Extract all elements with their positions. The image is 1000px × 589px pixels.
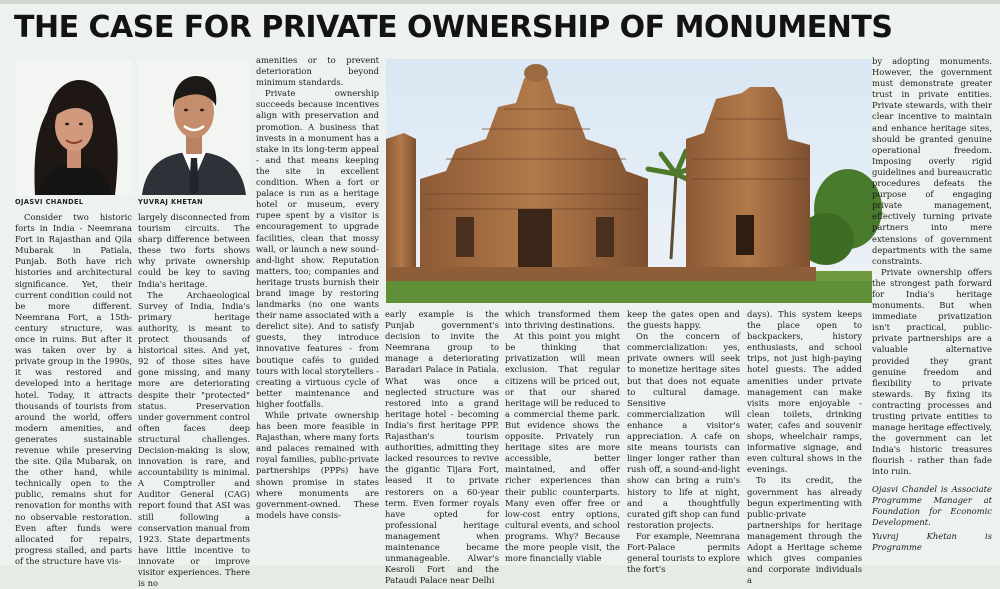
author-note: Ojasvi Chandel is Associate Programme Manager at Foundation for Economic Development. <box>872 483 992 527</box>
author-photo-ojasvi <box>15 60 132 195</box>
paragraph: While private ownership has been more feasible in Rajasthan, where many forts and palaces remained with royal families, public-private partnerships (PPPs) have shown promise in states where monuments are government-owned. These models have consis- <box>256 410 379 520</box>
paragraph: largely disconnected from tourism circuits. The sharp difference between these two forts shows why private ownership could be key to saving India's heritage. <box>138 212 250 289</box>
headline: THE CASE FOR PRIVATE OWNERSHIP OF MONUMENTS <box>14 10 893 45</box>
paragraph: Private ownership offers the strongest path forward for India's heritage monuments. But when immediate privatization isn't practical, public-private partnerships are a valuable alternative provided they grant genuine freedom and flexibility to private stewards. By fixing its contracting processes and trusting private entities to manage heritage effectively, the government can let India's historic treasures flourish - rather than fade into ruin. <box>872 266 992 477</box>
man-portrait-icon <box>138 60 250 195</box>
column-7 <box>747 309 862 586</box>
paragraph: On the concern of commercialization: yes, private owners will seek to monetize heritage sites but that does not equate to cultural damage. Sensitive commercialization will enhance a visitor's appreciation. A cafe on site means tourists can linger longer rather than rush off, a sound-and-light show can bring a ruin's history to life at night, and a thoughtfully curated gift shop can fund restoration projects. <box>627 331 740 530</box>
column-6 <box>627 309 740 575</box>
paragraph: For example, Neemrana Fort-Palace permits general tourists to explore the fort's <box>627 530 740 575</box>
woman-portrait-icon <box>15 60 132 195</box>
top-rule <box>0 0 1000 4</box>
byline-ojasvi: OJASVI CHANDEL <box>15 198 84 206</box>
author-note: Yuvraj Khetan is Programme <box>872 530 992 553</box>
paragraph: early example is the Punjab government's decision to invite the Neemrana group to manage a deteriorating Baradari Palace in Patiala. What was once a neglected structure was restored into a grand heritage hotel - becoming India's first heritage PPP. Rajasthan's tourism authorities, admitting they lacked resources to revive the gigantic Tijara Fort, leased it to private restorers on a 60-year term. Even former royals have opted for professional heritage management when maintenance became unmanageable. Alwar's Kesroli Fort and the Pataudi Palace near Delhi <box>385 309 499 586</box>
paragraph: by adopting monuments. However, the government must demonstrate greater trust in private entities. Private stewards, with their clear incentive to maintain and enhance heritage sites, should be granted genuine operational freedom. Imposing overly rigid guidelines and bureaucratic procedures defeats the purpose of engaging private management, effectively turning private partners into mere extensions of government departments with the same constraints. <box>872 56 992 266</box>
column-2 <box>138 212 250 589</box>
paragraph: To its credit, the government has already begun experimenting with public-private partnerships for heritage management through the Adopt a Heritage scheme which gives companies and corporate individuals a <box>747 475 862 586</box>
paragraph: The Archaeological Survey of India, India's primary heritage authority, is meant to protect thousands of historical sites. And yet, 92 of those sites have gone missing, and many more are deteriorating despite their "protected" status. Preservation under government control often faces deep structural challenges. Decision-making is slow, innovation is rare, and accountability is minimal. A Comptroller and Auditor General (CAG) report found that ASI was still following a conservation manual from 1923. State departments have little incentive to innovate or improve visitor experiences. There is no <box>138 289 250 589</box>
column-8 <box>872 56 992 562</box>
paragraph: keep the gates open and the guests happy. <box>627 309 740 331</box>
temple-photo <box>386 59 872 303</box>
paragraph: Consider two historic forts in India - Neemrana Fort in Rajasthan and Qila Mubarak in Patiala, Punjab. Both have rich histories and architectural significance. Yet, their current condition could not be more different. Neemrana Fort, a 15th-century structure, was once in ruins. But after it was taken over by a private group in the 1990s, it was restored and developed into a heritage hotel. Today, it attracts thousands of tourists from around the world, offers modern amenities, and generates sustainable revenue while preserving the site. Qila Mubarak, on the other hand, while technically open to the public, remains shut for renovation for months with no observable restoration. Even after funds were allocated for repairs, progress stalled, and parts of the structure have vis- <box>15 212 132 566</box>
paragraph: which transformed them into thriving destinations. <box>505 309 620 331</box>
byline-yuvraj: YUVRAJ KHETAN <box>138 198 204 206</box>
paragraph: At this point you might be thinking that privatization will mean exclusion. That regular citizens will be priced out, or that our shared heritage will be reduced to a commercial theme park. But evidence shows the opposite. Privately run heritage sites are more accessible, better maintained, and offer richer experiences than their public counterparts. Many even offer free or low-cost entry options, cultural events, and school programs. Why? Because the more people visit, the more financially viable <box>505 331 621 564</box>
paragraph: days). This system keeps the place open to backpackers, history enthusiasts, and school trips, not just high-paying hotel guests. The added amenities under private management can make visits more enjoyable - clean toilets, drinking water, cafes and souvenir shops, wheelchair ramps, informative signage, and even cultural shows in the evenings. <box>747 309 862 475</box>
author-photo-yuvraj <box>138 60 250 195</box>
paragraph: amenities or to prevent deterioration beyond minimum standards. <box>256 55 379 88</box>
paragraph: Private ownership succeeds because incentives align with preservation and promotion. A business that invests in a monument has a stake in its long-term appeal - and that means keeping the site in excellent condition. When a fort or palace is run as a heritage hotel or museum, every rupee spent by a visitor is encouragement to upgrade facilities, clean that mossy wall, or launch a new sound-and-light show. Reputation matters, too; companies and heritage trusts burnish their brand image by restoring landmarks (no one wants their name associated with a derelict site). And to satisfy guests, they introduce innovative features - from boutique cafés to guided tours with local storytellers - creating a virtuous cycle of better maintenance and higher footfalls. <box>256 88 379 409</box>
column-4 <box>385 309 499 586</box>
column-3 <box>256 55 379 562</box>
column-5 <box>505 309 620 562</box>
column-1 <box>15 212 132 566</box>
